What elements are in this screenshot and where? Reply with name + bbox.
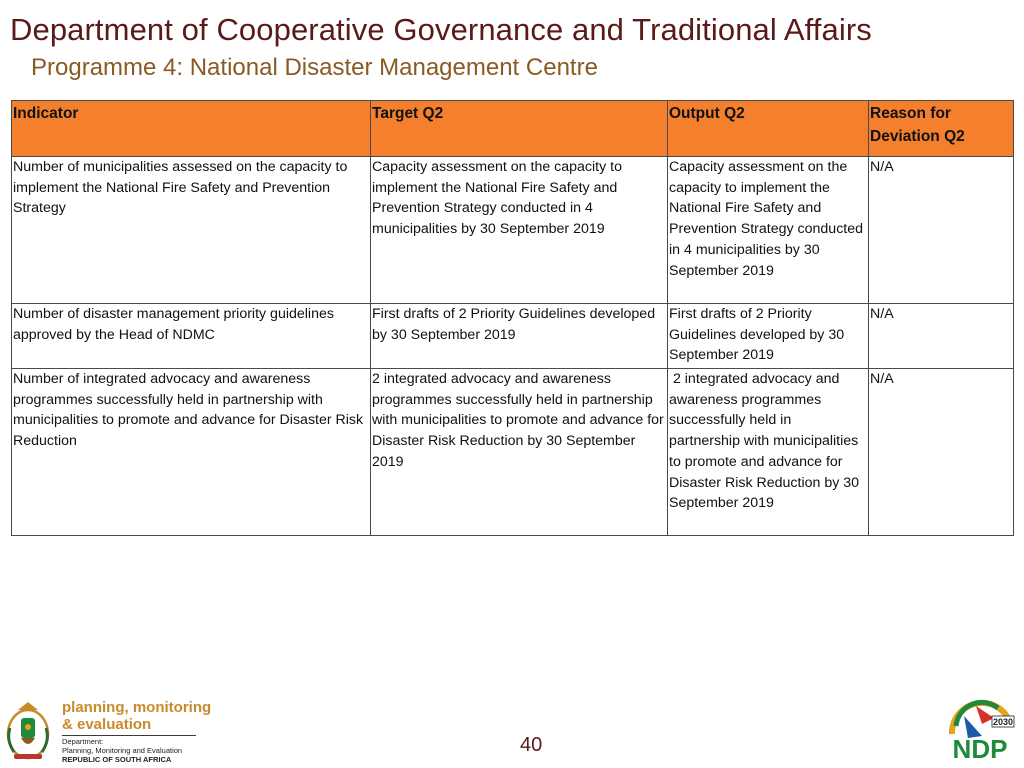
table-header-row (12, 101, 1014, 157)
table-row (12, 304, 1014, 369)
country-name: REPUBLIC OF SOUTH AFRICA (62, 755, 172, 764)
department-label: Department: (62, 737, 104, 746)
output-cell: 2 integrated advocacy and awareness programmes successfully held in partnership with municipalities to promote and advance for Disaster Risk Reduction by 30 September 2019 (668, 369, 869, 536)
performance-table (11, 100, 1014, 536)
indicator-cell: Number of disaster management priority guidelines approved by the Head of NDMC (12, 304, 371, 369)
column-header-target-q2: Target Q2 (371, 101, 668, 157)
target-cell: First drafts of 2 Priority Guidelines developed by 30 September 2019 (371, 304, 668, 369)
logo-divider (62, 735, 196, 736)
column-header-output-q2: Output Q2 (668, 101, 869, 157)
column-header-indicator: Indicator (12, 101, 371, 157)
indicator-cell: Number of municipalities assessed on the capacity to implement the National Fire Safety and Prevention Strategy (12, 157, 371, 304)
page-subtitle: Programme 4: National Disaster Management Centre (31, 54, 598, 81)
reason-cell: N/A (869, 369, 1014, 536)
logo-text-line2: & evaluation (62, 716, 152, 733)
department-name: Planning, Monitoring and Evaluation (62, 746, 183, 755)
indicator-cell: Number of integrated advocacy and awareness programmes successfully held in partnership with municipalities to promote and advance for Disaster Risk Reduction (12, 369, 371, 536)
target-cell: 2 integrated advocacy and awareness programmes successfully held in partnership with municipalities to promote and advance for Disaster Risk Reduction by 30 September 2019 (371, 369, 668, 536)
reason-cell: N/A (869, 304, 1014, 369)
output-cell: First drafts of 2 Priority Guidelines developed by 30 September 2019 (668, 304, 869, 369)
output-cell: Capacity assessment on the capacity to implement the National Fire Safety and Prevention Strategy conducted in 4 municipalities by 30 September 2019 (668, 157, 869, 304)
ndp-2030-logo-icon (946, 696, 1016, 762)
logo-text-line1: planning, monitoring (62, 699, 212, 716)
table-row (12, 369, 1014, 536)
page-number: 40 (520, 734, 543, 756)
reason-cell: N/A (869, 157, 1014, 304)
target-cell: Capacity assessment on the capacity to implement the National Fire Safety and Prevention Strategy conducted in 4 municipalities by 30 September 2019 (371, 157, 668, 304)
column-header-reason-for-deviation: Reason for Deviation Q2 (869, 101, 1014, 157)
ndp-year-text: 2030 (992, 717, 1014, 727)
page-title: Department of Cooperative Governance and Traditional Affairs (10, 12, 872, 47)
ndp-text: NDP (952, 734, 1008, 762)
coat-of-arms-icon (4, 700, 52, 762)
table-row (12, 157, 1014, 304)
